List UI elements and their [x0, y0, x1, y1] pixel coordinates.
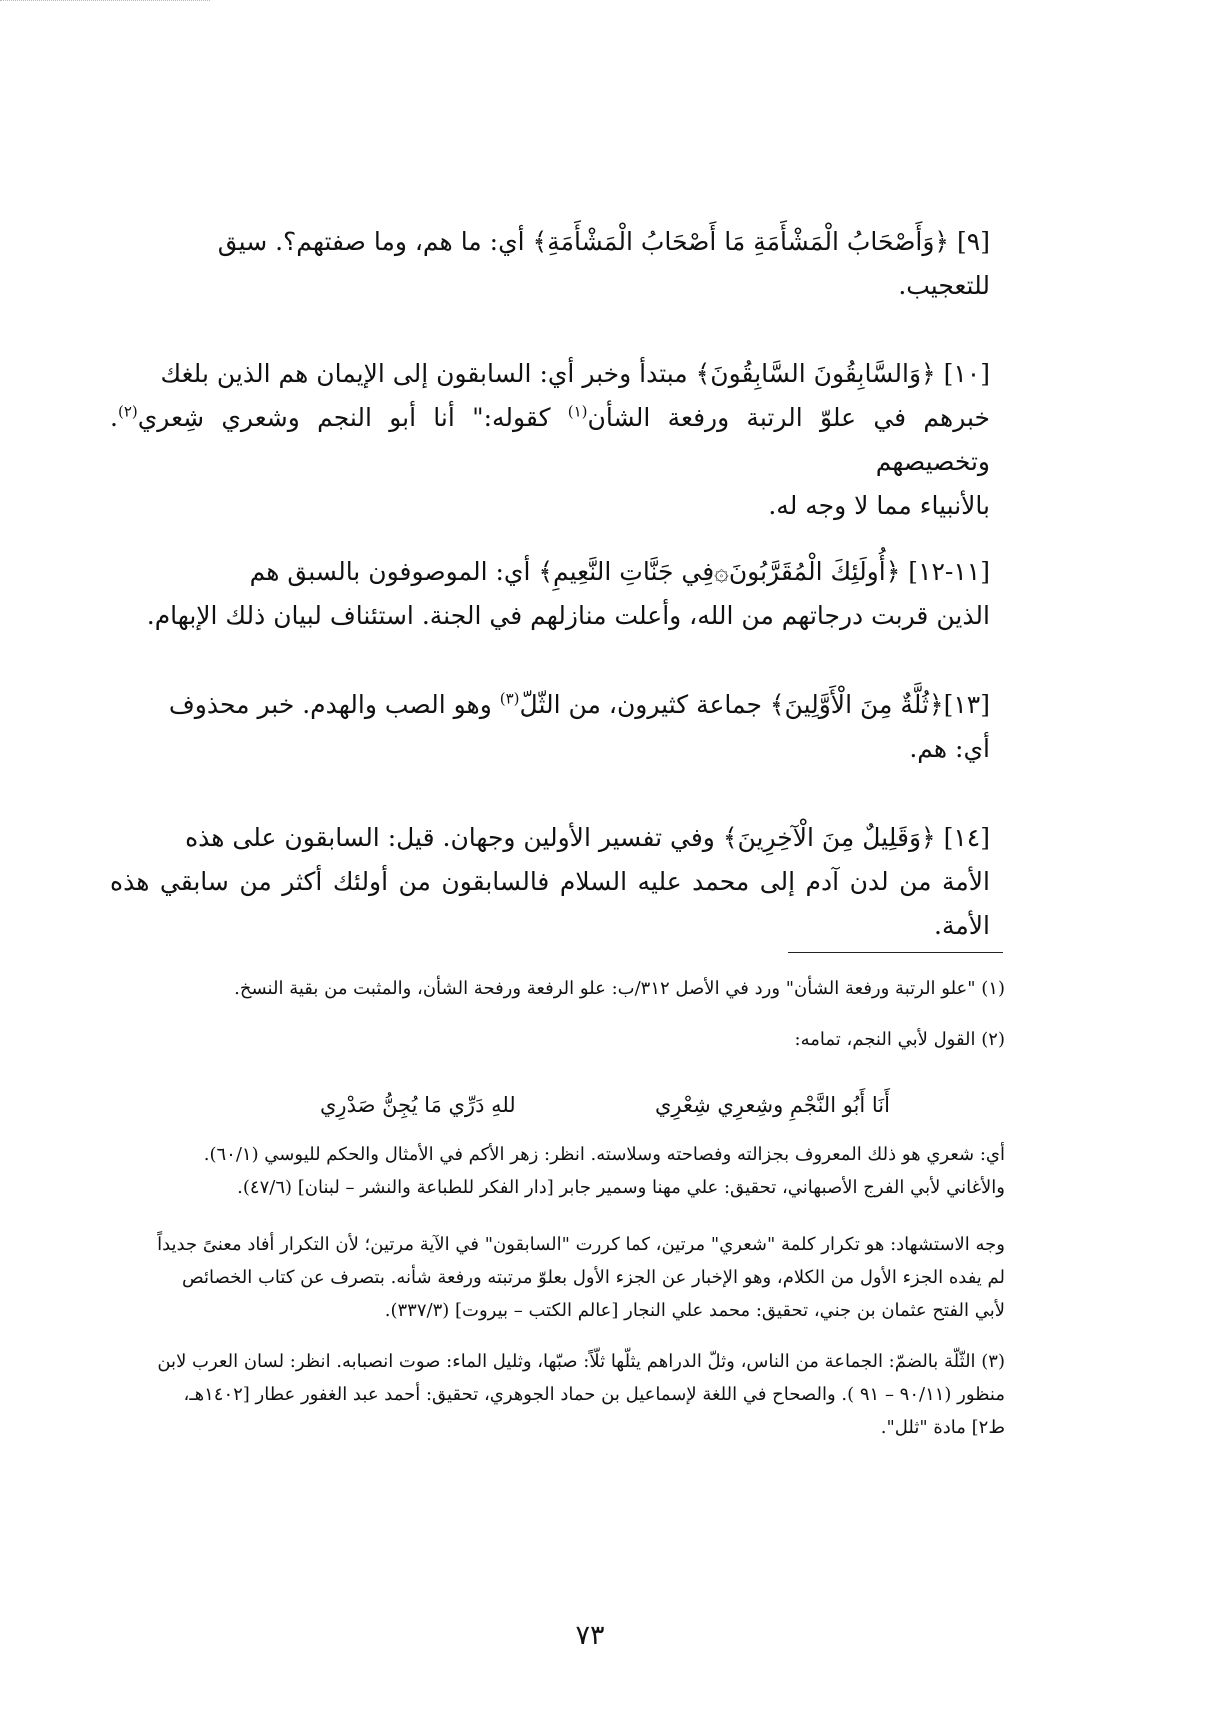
poem-first-hemistich: أَنَا أَبُو النَّجْمِ وشِعرِي شِعْرِي [654, 1093, 890, 1117]
poem-verse [300, 1085, 890, 1125]
footnote-separator [788, 952, 1003, 953]
text-line: للتعجيب. [898, 271, 990, 300]
text-segment: وهو الصب والهدم. خبر محذوف [168, 690, 500, 719]
footnote-1 [110, 972, 1005, 1005]
footnote-ref-1[interactable]: (١) [567, 402, 588, 421]
paragraph-verse-10 [110, 352, 990, 528]
text-segment: كقوله:" أنا أبو النجم وشعري شِعري [137, 403, 568, 432]
footnote-line: أي: شعري هو ذلك المعروف بجزالته وفصاحته وسلاسته. انظر: زهر الأكم في الأمثال والحكم لليوسي (٦٠/١). [203, 1144, 1005, 1165]
footnote-2-continuation [110, 1138, 1005, 1204]
scan-edge-line [0, 0, 210, 1]
footnote-line: (٣) الثّلّة بالضمّ: الجماعة من الناس، وثلّ الدراهم يثلّها ثلّاً: صبّها، وثليل الماء: صوت انصبابه. انظر: لسان العرب لابن [157, 1351, 1005, 1372]
footnote-line: لأبي الفتح عثمان بن جني، تحقيق: محمد علي النجار [عالم الكتب – بيروت] (٣٣٧/٣). [384, 1300, 1005, 1321]
text-segment: . وتخصيصهم [110, 403, 990, 476]
paragraph-verse-13 [110, 683, 990, 771]
footnote-2 [110, 1023, 1005, 1056]
text-segment: [١٣]﴿ثُلَّةٌ مِنَ الْأَوَّلِينَ﴾ جماعة كثيرون، من الثّلّ [519, 690, 990, 719]
text-line: أي: هم. [909, 734, 990, 763]
text-line: [١٠] ﴿وَالسَّابِقُونَ السَّابِقُونَ﴾ مبتدأ وخبر أي: السابقون إلى الإيمان هم الذين بلغك [160, 359, 990, 388]
footnote-ref-2[interactable]: (٢) [117, 402, 138, 421]
page-number: ٧٣ [575, 1620, 605, 1651]
text-segment: خبرهم في علوّ الرتبة ورفعة الشأن [587, 403, 990, 432]
text-line: بالأنبياء مما لا وجه له. [768, 491, 990, 520]
text-line: [٩] ﴿وَأَصْحَابُ الْمَشْأَمَةِ مَا أَصْحَابُ الْمَشْأَمَةِ﴾ أي: ما هم، وما صفتهم؟. سيق [217, 227, 990, 256]
footnote-line: ط٢] مادة "ثلل". [880, 1417, 1005, 1438]
footnote-ref-3[interactable]: (٣) [499, 689, 520, 708]
footnote-line: منظور (٩٠/١١ – ٩١ ). والصحاح في اللغة لإسماعيل بن حماد الجوهري، تحقيق: أحمد عبد الغفور عطار [١٤٠٢هـ، [183, 1384, 1005, 1405]
footnote-line: (١) "علو الرتبة ورفعة الشأن" ورد في الأصل ٣١٢/ب: علو الرفعة ورفحة الشأن، والمثبت من بقية النسخ. [234, 978, 1005, 999]
paragraph-verse-11-12 [110, 550, 990, 638]
paragraph-verse-9 [110, 220, 990, 308]
footnote-line: والأغاني لأبي الفرج الأصبهاني، تحقيق: علي مهنا وسمير جابر [دار الفكر للطباعة والنشر – لبنان] (٤٧/٦). [237, 1177, 1005, 1198]
text-line [110, 396, 990, 484]
footnote-line: (٢) القول لأبي النجم، تمامه: [794, 1029, 1005, 1050]
text-line: [١١-١٢] ﴿أُولَئِكَ الْمُقَرَّبُونَ۞فِي جَنَّاتِ النَّعِيمِ﴾ أي: الموصوفون بالسبق هم [249, 557, 990, 586]
text-line: [١٤] ﴿وَقَلِيلٌ مِنَ الْآخِرِينَ﴾ وفي تفسير الأولين وجهان. قيل: السابقون على هذه [185, 823, 990, 852]
footnote-line: لم يفده الجزء الأول من الكلام، وهو الإخبار عن الجزء الأول بعلوّ مرتبته ورفعة شأنه. بتصرف عن كتاب الخصائص [181, 1267, 1005, 1288]
text-line [110, 683, 990, 727]
footnote-3 [110, 1345, 1005, 1444]
paragraph-verse-14 [110, 816, 990, 948]
footnote-2-note [110, 1228, 1005, 1327]
text-line: الذين قربت درجاتهم من الله، وأعلت منازلهم في الجنة. استئناف لبيان ذلك الإبهام. [146, 601, 990, 630]
poem-second-hemistich: للهِ دَرِّي مَا يُجِنُّ صَدْرِي [320, 1093, 516, 1117]
footnote-line: وجه الاستشهاد: هو تكرار كلمة "شعري" مرتين، كما كررت "السابقون" في الآية مرتين؛ لأن التكرار أفاد معنىً جديداً [157, 1234, 1005, 1255]
text-line: الأمة من لدن آدم إلى محمد عليه السلام فالسابقون من أولئك أكثر من سابقي هذه الأمة. [110, 867, 990, 940]
